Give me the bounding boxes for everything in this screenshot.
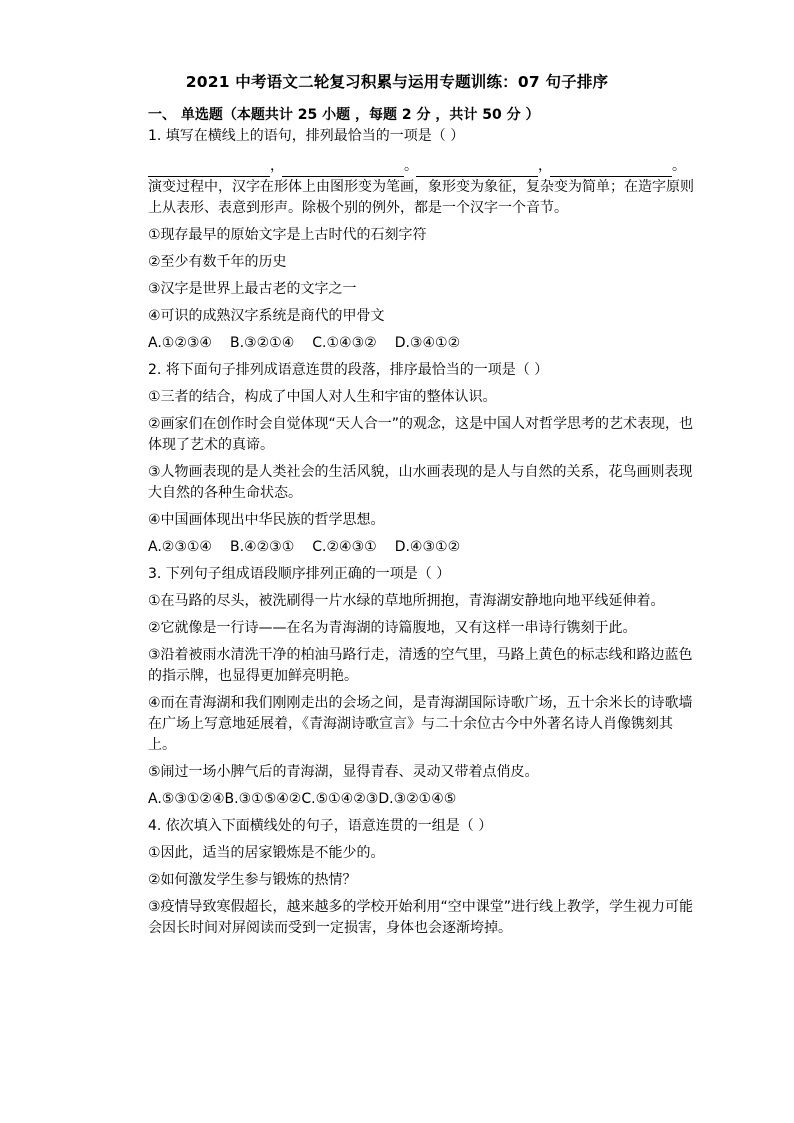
- q1-sep-3: ，: [538, 158, 552, 174]
- q4-item-1: ①因此，适当的居家锻炼是不能少的。: [148, 845, 385, 861]
- q1-item-2: ②至少有数千年的历史: [148, 254, 287, 270]
- q1-sep-2: 。: [404, 158, 418, 174]
- q1-blank-3: [416, 158, 538, 177]
- q2-item-1: ①三者的结合，构成了中国人对人生和宇宙的整体认识。: [148, 389, 497, 405]
- q1-item-4: ④可识的成熟汉字系统是商代的甲骨文: [148, 308, 385, 324]
- q3-item-5: ⑤闹过一场小脾气后的青海湖，显得青春、灵动又带着点俏皮。: [148, 764, 539, 780]
- question-list: [148, 124, 696, 939]
- q3-item-4: ④而在青海湖和我们刚刚走出的会场之间，是青海湖国际诗歌广场，五十余米长的诗歌墙在广场上写意地延展着，《青海湖诗歌宣言》与二十余位古今中外著名诗人肖像镌刻其上。: [148, 695, 693, 753]
- q1-passage: 演变过程中，汉字在形体上由图形变为笔画，象形变为象征，复杂变为简单；在造字原则上从表形、表意到形声。除极个别的例外，都是一个汉字一个音节。: [148, 179, 694, 216]
- q2-item-3: ③人物画表现的是人类社会的生活风貌，山水画表现的是人与自然的关系，花鸟画则表现大自然的各种生命状态。: [148, 464, 693, 501]
- q1-stem: 1. 填写在横线上的语句，排列最恰当的一项是（ ）: [148, 128, 465, 144]
- q3-choice-c: C.⑤①④②③: [301, 791, 379, 807]
- q3-choice-d: D.③②①④⑤: [378, 791, 457, 807]
- q1-item-1: ①现存最早的原始文字是上古时代的石刻字符: [148, 227, 427, 243]
- q2-choices: [148, 537, 696, 558]
- q2-stem: 2. 将下面句子排列成语意连贯的段落，排序最恰当的一项是（ ）: [148, 362, 549, 378]
- q4-stem: 4. 依次填入下面横线处的句子，语意连贯的一组是（ ）: [148, 818, 493, 834]
- q1-sep-1: ，: [270, 158, 284, 174]
- q1-blank-1: [148, 158, 270, 177]
- q2-item-2: ②画家们在创作时会自觉体现“天人合一”的观念，这是中国人对哲学思考的艺术表现，也体现了艺术的真谛。: [148, 416, 694, 453]
- q1-choices: [148, 333, 696, 354]
- q1-choice-d: D.③④①②: [394, 335, 461, 351]
- q2-choice-c: C.②④③①: [312, 539, 377, 555]
- q3-choice-a: A.⑤③①②④: [148, 791, 225, 807]
- q4-item-3: ③疫情导致寒假超长，越来越多的学校开始利用“空中课堂”进行线上教学，学生视力可能会因长时间对屏阅读而受到一定损害，身体也会逐渐垮掉。: [148, 899, 694, 936]
- q1-blank-2: [282, 158, 404, 177]
- q1-choice-c: C.①④③②: [312, 335, 377, 351]
- q2-choice-d: D.④③①②: [394, 539, 461, 555]
- q3-item-1: ①在马路的尽头，被洗刷得一片水绿的草地所拥抱，青海湖安静地向地平线延伸着。: [148, 593, 665, 609]
- q4-item-2: ②如何激发学生参与锻炼的热情？: [148, 872, 357, 888]
- q1-item-3: ③汉字是世界上最古老的文字之一: [148, 281, 357, 297]
- q1-choice-b: B.③②①④: [229, 335, 295, 351]
- q3-choice-b: B.③①⑤④②: [224, 791, 302, 807]
- q1-blank-line: [148, 155, 696, 177]
- page-title: 2021 中考语文二轮复习积累与运用专题训练：07 句子排序: [185, 73, 609, 91]
- q3-stem: 3. 下列句子组成语段顺序排列正确的一项是（ ）: [148, 566, 451, 582]
- q3-item-2: ②它就像是一行诗——在名为青海湖的诗篇腹地，又有这样一串诗行镌刻于此。: [148, 620, 637, 636]
- section-heading: 一、 单选题（本题共计 25 小题 ，每题 2 分 ，共计 50 分 ）: [148, 107, 540, 123]
- q2-choice-b: B.④②③①: [229, 539, 295, 555]
- q3-choices: [148, 789, 696, 810]
- q2-item-4: ④中国画体现出中华民族的哲学思想。: [148, 512, 385, 528]
- q1-sep-4: 。: [672, 158, 686, 174]
- q2-choice-a: A.②③①④: [148, 539, 212, 555]
- q1-blank-4: [550, 158, 672, 177]
- q3-item-3: ③沿着被雨水清洗干净的柏油马路行走，清透的空气里，马路上黄色的标志线和路边蓝色的指示牌，也显得更加鲜亮明艳。: [148, 647, 693, 684]
- q1-choice-a: A.①②③④: [148, 335, 212, 351]
